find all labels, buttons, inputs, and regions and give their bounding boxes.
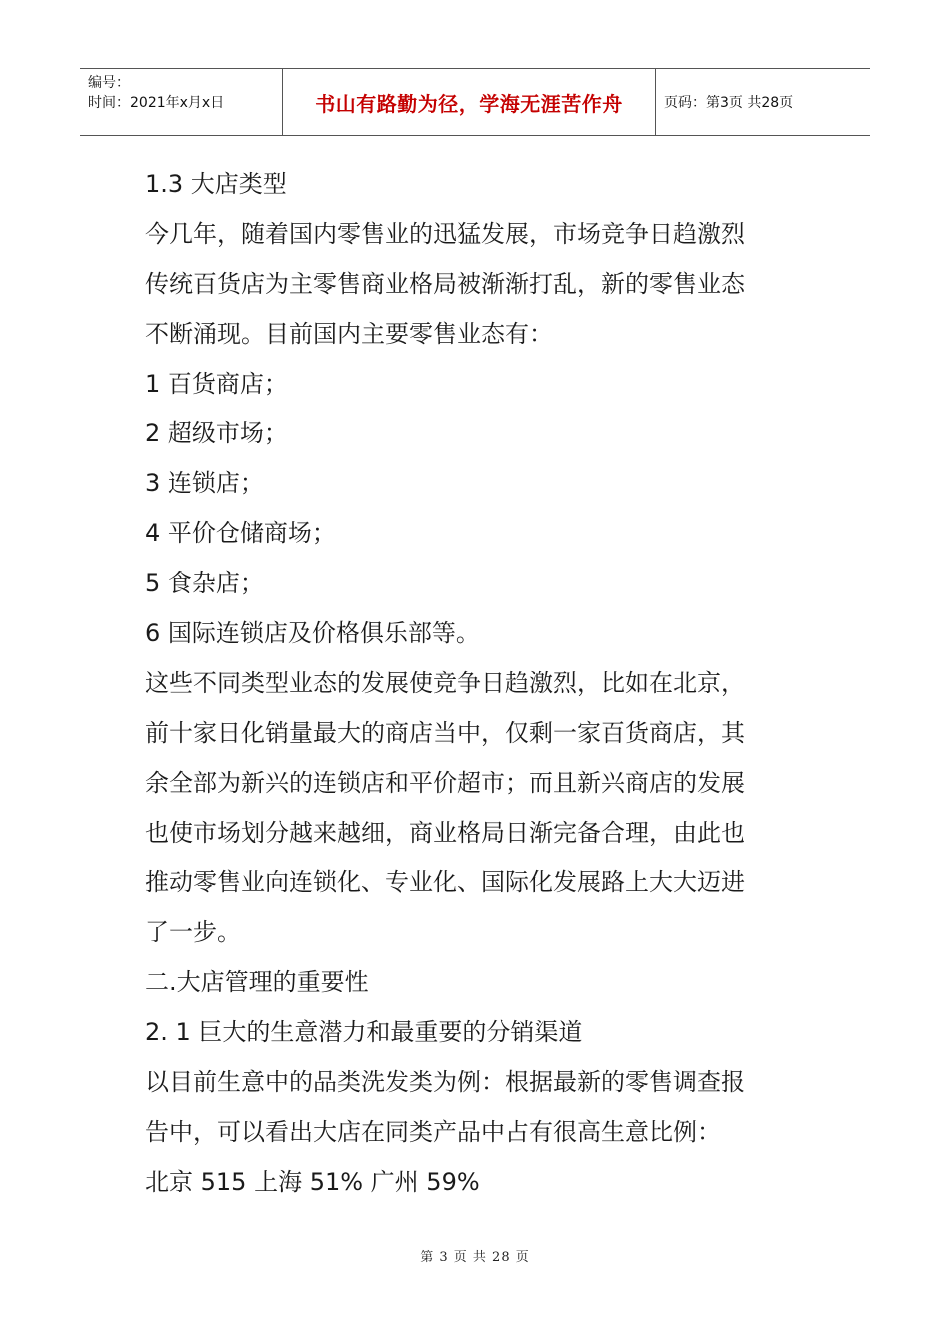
page-header	[80, 68, 870, 136]
paragraph-line: 也使市场划分越来越细，商业格局日渐完备合理，由此也	[145, 818, 745, 847]
paragraph-line: 推动零售业向连锁化、专业化、国际化发展路上大大迈进	[145, 868, 745, 897]
paragraph-line: 前十家日化销量最大的商店当中，仅剩一家百货商店，其	[145, 718, 745, 747]
paragraph-line: 今几年，随着国内零售业的迅猛发展，市场竞争日趋激烈	[145, 219, 745, 248]
list-item: 3 连锁店；	[145, 469, 264, 498]
header-divider	[655, 69, 656, 135]
header-page-info: 页码：第3页 共28页	[664, 95, 794, 111]
city-share-line: 北京 515 上海 51% 广州 59%	[145, 1167, 480, 1196]
section-heading-1-3: 1.3 大店类型	[145, 170, 287, 198]
document-date-label: 时间：2021年x月x日	[88, 95, 225, 111]
document-number-label: 编号：	[88, 75, 130, 91]
paragraph-line: 余全部为新兴的连锁店和平价超市；而且新兴商店的发展	[145, 768, 745, 797]
list-item: 1 百货商店；	[145, 369, 288, 398]
page-footer: 第 3 页 共 28 页	[420, 1250, 530, 1265]
paragraph-line: 以目前生意中的品类洗发类为例：根据最新的零售调查报	[145, 1068, 745, 1097]
section-heading-2-1: 2. 1 巨大的生意潜力和最重要的分销渠道	[145, 1018, 583, 1047]
paragraph-line: 不断涌现。目前国内主要零售业态有：	[145, 319, 553, 348]
document-body	[145, 160, 825, 1208]
header-meta	[88, 73, 224, 113]
paragraph-line: 这些不同类型业态的发展使竞争日趋激烈，比如在北京，	[145, 668, 745, 697]
list-item: 2 超级市场；	[145, 419, 288, 448]
list-item: 6 国际连锁店及价格俱乐部等。	[145, 619, 480, 648]
paragraph-line: 传统百货店为主零售商业格局被渐渐打乱，新的零售业态	[145, 269, 745, 298]
list-item: 4 平价仓储商场；	[145, 519, 336, 548]
paragraph-line: 告中，可以看出大店在同类产品中占有很高生意比例：	[145, 1117, 721, 1146]
paragraph-line: 了一步。	[145, 918, 241, 947]
header-motto: 书山有路勤为径，学海无涯苦作舟	[315, 92, 623, 116]
list-item: 5 食杂店；	[145, 569, 264, 598]
section-heading-2: 二.大店管理的重要性	[145, 968, 369, 997]
